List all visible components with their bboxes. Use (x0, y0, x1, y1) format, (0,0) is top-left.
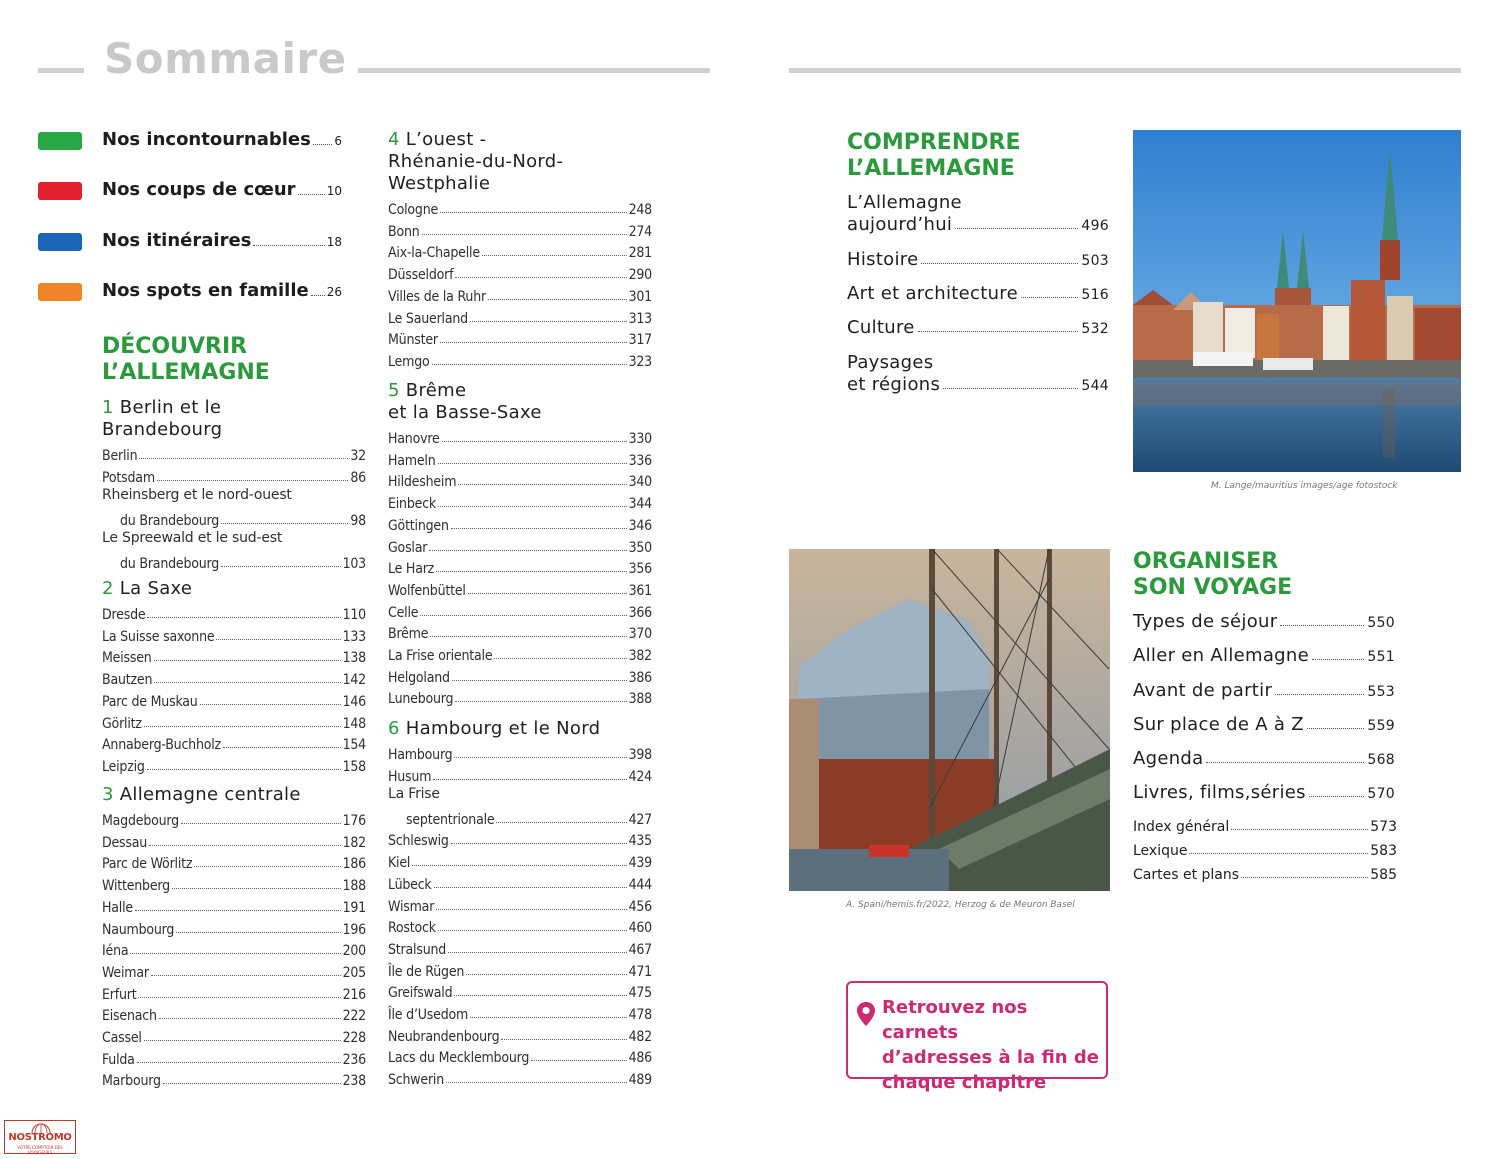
entry-label: Marbourg (102, 1073, 161, 1090)
entry-page: 398 (628, 747, 652, 763)
entry-label: Berlin (102, 448, 138, 464)
entry-page: 186 (342, 856, 366, 873)
entry-label: Sur place de A à Z (1133, 714, 1304, 735)
entry-page: 313 (628, 310, 652, 327)
toc-entry[interactable] (388, 936, 652, 958)
entry-page: 238 (342, 1073, 366, 1090)
entry-page: 344 (628, 496, 652, 513)
entry-label: Potsdam (102, 469, 155, 486)
entry-page: 323 (628, 353, 652, 370)
entry-label: Art et architecture (847, 283, 1018, 304)
toc-entry[interactable] (1133, 782, 1395, 803)
entry-label: Neubrandenbourg (388, 1028, 500, 1045)
entry-page: 551 (1367, 649, 1395, 665)
entry-page: 290 (628, 267, 652, 284)
entry-page: 388 (628, 691, 652, 708)
entry-label: Halle (102, 899, 133, 916)
toc-entry[interactable] (388, 577, 652, 599)
entry-label: Annaberg-Buchholz (102, 737, 221, 754)
entry-label: Münster (388, 332, 438, 349)
entry-label: Hameln (388, 452, 436, 469)
region-heading (102, 578, 192, 600)
toc-entry[interactable] (102, 959, 366, 981)
toc-entry[interactable] (1133, 843, 1397, 859)
entry-page: 148 (342, 715, 366, 732)
toc-entry[interactable] (388, 914, 652, 936)
toc-entry[interactable] (388, 685, 652, 707)
region-title: Hambourg et le Nord (405, 718, 601, 739)
toc-entry[interactable] (388, 664, 652, 686)
toc-entry[interactable] (847, 374, 1109, 395)
region-title: L’ouest - (405, 129, 487, 150)
entry-page: 133 (342, 628, 366, 645)
toc-entry[interactable] (388, 620, 652, 642)
highlight-label: Nos itinéraires (102, 230, 252, 251)
toc-entry[interactable] (388, 827, 652, 849)
entry-label: Wolfenbüttel (388, 582, 466, 599)
toc-entry[interactable] (388, 741, 652, 763)
highlight-page: 10 (326, 184, 342, 198)
entry-label: Aix-la-Chapelle (388, 245, 480, 262)
toc-entry[interactable] (388, 326, 652, 348)
entry-label: Le Spreewald et le sud-est (102, 530, 283, 547)
photo-credit-top: M. Lange/mauritius images/age fotostock (1211, 481, 1398, 491)
toc-entry[interactable] (847, 214, 1109, 235)
highlight-item[interactable] (38, 179, 342, 203)
toc-entry[interactable] (1133, 680, 1395, 701)
entry-page: 274 (628, 223, 652, 240)
entry-label: Greifswald (388, 985, 453, 1002)
toc-entry[interactable] (388, 218, 652, 240)
entry-page: 585 (1370, 867, 1397, 883)
entry-label: Paysages (847, 352, 934, 373)
toc-entry[interactable] (388, 1001, 652, 1023)
toc-entry[interactable] (102, 601, 366, 623)
entry-page: 570 (1367, 786, 1395, 802)
entry-page: 340 (628, 474, 652, 491)
toc-entry[interactable] (847, 283, 1109, 304)
color-tab-green (38, 132, 82, 150)
toc-entry[interactable] (1133, 611, 1395, 632)
color-tab-orange (38, 283, 82, 301)
entry-label: Hambourg (388, 747, 453, 763)
toc-entry[interactable] (102, 666, 366, 688)
entry-label: Leipzig (102, 758, 145, 775)
highlight-label: Nos coups de cœur (102, 179, 296, 200)
section-heading-comprendre: COMPRENDRE L’ALLEMAGNE (847, 130, 1021, 181)
toc-entry[interactable] (388, 555, 652, 577)
toc-entry[interactable] (102, 710, 366, 732)
entry-page: 559 (1367, 718, 1395, 734)
entry-page: 382 (628, 648, 652, 664)
entry-label: Rheinsberg et le nord-ouest (102, 487, 292, 504)
entry-page: 435 (628, 833, 652, 850)
entry-page: 158 (342, 758, 366, 775)
entry-label: Parc de Muskau (102, 693, 198, 710)
entry-label: Magdebourg (102, 813, 179, 829)
entry-label: Île de Rügen (388, 963, 465, 980)
header-rule-left (38, 68, 84, 73)
toc-entry[interactable] (388, 425, 652, 447)
entry-page: 222 (342, 1008, 366, 1025)
highlight-item[interactable] (38, 230, 342, 254)
entry-page: 475 (628, 985, 652, 1002)
entry-page: 191 (342, 899, 366, 916)
entry-label: Bautzen (102, 672, 153, 689)
entry-label: L’Allemagne (847, 192, 962, 213)
entry-label: Livres, films,séries (1133, 782, 1306, 803)
region-number: 6 (388, 718, 400, 739)
toc-entry[interactable] (102, 1002, 366, 1024)
page-title: Sommaire (104, 34, 347, 83)
toc-entry[interactable] (388, 447, 652, 469)
highlight-item[interactable] (38, 280, 342, 304)
toc-entry[interactable] (102, 829, 366, 851)
toc-entry[interactable] (102, 753, 366, 775)
toc-entry[interactable] (102, 731, 366, 753)
toc-entry[interactable] (388, 849, 652, 871)
toc-entry[interactable] (388, 348, 652, 370)
entry-label: Weimar (102, 964, 149, 981)
section-heading-decouvrir: DÉCOUVRIR L’ALLEMAGNE (102, 334, 270, 385)
entry-label: Schleswig (388, 833, 449, 850)
entry-page: 330 (628, 431, 652, 447)
entry-page: 553 (1367, 684, 1395, 700)
entry-page: 568 (1367, 752, 1395, 768)
entry-page: 366 (628, 604, 652, 621)
region-heading (388, 718, 600, 740)
entry-page: 176 (342, 813, 366, 829)
entry-page: 370 (628, 626, 652, 643)
toc-entry[interactable] (388, 893, 652, 915)
entry-label: Cartes et plans (1133, 867, 1240, 883)
entry-page: 361 (628, 582, 652, 599)
entry-page: 346 (628, 517, 652, 534)
toc-entry[interactable] (1133, 867, 1397, 883)
header-rule-middle (358, 68, 710, 73)
entry-label: La Suisse saxonne (102, 628, 215, 645)
entry-page: 467 (628, 941, 652, 958)
toc-entry[interactable] (102, 872, 366, 894)
toc-entry[interactable] (102, 981, 366, 1003)
entry-page: 110 (342, 607, 366, 623)
highlight-page: 18 (326, 235, 342, 249)
entry-label: Aller en Allemagne (1133, 645, 1309, 666)
toc-entry[interactable] (102, 464, 366, 486)
region-heading (102, 784, 301, 806)
entry-label: Naumbourg (102, 921, 175, 938)
entry-page: 236 (342, 1051, 366, 1068)
entry-label: Iéna (102, 943, 129, 960)
highlight-page: 26 (326, 285, 342, 299)
toc-entry[interactable] (102, 442, 366, 464)
entry-label: Le Harz (388, 561, 435, 578)
region-number: 3 (102, 784, 114, 805)
entry-label: Hanovre (388, 431, 440, 447)
toc-entry[interactable] (102, 644, 366, 666)
toc-entry[interactable] (388, 283, 652, 305)
entry-page: 32 (350, 448, 366, 464)
entry-label: Stralsund (388, 941, 447, 958)
entry-page: 496 (1081, 218, 1109, 234)
entry-page: 516 (1081, 287, 1109, 303)
color-tab-blue (38, 233, 82, 251)
entry-label: Brême (388, 626, 429, 643)
entry-page: 205 (342, 964, 366, 981)
entry-page: 103 (342, 555, 366, 572)
addresses-note-box (846, 981, 1108, 1093)
entry-label: Wismar (388, 898, 435, 915)
region-title: Berlin et le (119, 397, 222, 418)
entry-label: Rostock (388, 920, 436, 937)
entry-page: 424 (628, 768, 652, 785)
toc-entry[interactable] (388, 763, 652, 785)
location-pin-icon (856, 1001, 876, 1027)
toc-entry[interactable] (388, 1023, 652, 1045)
entry-label: Görlitz (102, 715, 142, 732)
entry-label: Cassel (102, 1030, 142, 1046)
section-heading-organiser: ORGANISER SON VOYAGE (1133, 549, 1293, 600)
entry-label: Cologne (388, 202, 439, 218)
toc-entry[interactable] (102, 1024, 366, 1046)
toc-entry[interactable] (102, 688, 366, 710)
region-title: La Saxe (119, 578, 193, 599)
entry-label: Types de séjour (1133, 611, 1278, 632)
entry-label: Parc de Wörlitz (102, 856, 193, 873)
toc-entry[interactable] (847, 317, 1109, 338)
toc-entry[interactable] (102, 1046, 366, 1068)
toc-entry[interactable] (102, 850, 366, 872)
color-tab-red (38, 182, 82, 200)
toc-entry[interactable] (388, 196, 652, 218)
toc-entry[interactable] (102, 1067, 366, 1089)
toc-entry[interactable] (102, 916, 366, 938)
entry-label: Dessau (102, 834, 148, 851)
region-title: Allemagne centrale (119, 784, 301, 805)
photo-credit-bottom: A. Spani/hemis.fr/2022, Herzog & de Meuron Basel (846, 900, 1075, 910)
toc-entry[interactable] (388, 490, 652, 512)
region-heading: 4 L’ouest - Rhénanie-du-Nord- Westphalie (388, 129, 564, 194)
highlight-label: Nos incontournables (102, 129, 311, 150)
entry-page: 356 (628, 561, 652, 578)
toc-entry[interactable] (102, 894, 366, 916)
entry-page: 248 (628, 202, 652, 218)
entry-label: Schwerin (388, 1072, 445, 1089)
entry-label: Lunebourg (388, 691, 454, 708)
entry-page: 98 (350, 512, 366, 529)
entry-label: Goslar (388, 539, 428, 556)
entry-label: Dresde (102, 607, 146, 623)
region-number: 5 (388, 380, 400, 401)
entry-label: Index général (1133, 819, 1230, 835)
highlight-label: Nos spots en famille (102, 280, 309, 301)
entry-label: Hildesheim (388, 474, 457, 491)
region-title: Brême (405, 380, 467, 401)
toc-entry[interactable] (388, 1044, 652, 1066)
entry-label: du Brandebourg (120, 555, 220, 572)
entry-label: et régions (847, 374, 941, 395)
entry-label: Fulda (102, 1051, 135, 1068)
entry-label: Lemgo (388, 353, 430, 370)
region-number: 2 (102, 578, 114, 599)
entry-page: 544 (1081, 378, 1109, 394)
entry-label: Le Sauerland (388, 310, 468, 327)
entry-label: Celle (388, 604, 419, 621)
toc-entry[interactable] (388, 512, 652, 534)
entry-page: 482 (628, 1028, 652, 1045)
entry-page: 532 (1081, 321, 1109, 337)
entry-page: 583 (1370, 843, 1397, 859)
entry-label: du Brandebourg (120, 512, 220, 529)
entry-page: 386 (628, 669, 652, 686)
entry-label: Göttingen (388, 517, 449, 534)
entry-label: aujourd’hui (847, 214, 953, 235)
toc-entry[interactable] (388, 979, 652, 1001)
entry-page: 550 (1367, 615, 1395, 631)
toc-entry[interactable] (388, 305, 652, 327)
highlight-page: 6 (334, 134, 342, 148)
entry-label: Kiel (388, 855, 411, 872)
entry-label: Lexique (1133, 843, 1188, 859)
entry-label: Einbeck (388, 496, 437, 513)
toc-entry[interactable] (388, 261, 652, 283)
entry-label: La Frise orientale (388, 648, 493, 664)
entry-page: 489 (628, 1072, 652, 1089)
entry-page: 138 (342, 650, 366, 667)
toc-entry[interactable] (388, 599, 652, 621)
region-number: 4 (388, 129, 400, 150)
entry-page: 471 (628, 963, 652, 980)
toc-entry[interactable] (1133, 819, 1397, 835)
entry-page: 486 (628, 1050, 652, 1067)
entry-page: 317 (628, 332, 652, 349)
entry-page: 228 (342, 1030, 366, 1046)
header-rule-right (789, 68, 1461, 73)
entry-page: 86 (350, 469, 366, 486)
highlight-item[interactable] (38, 129, 342, 153)
entry-page: 439 (628, 855, 652, 872)
toc-entry[interactable] (1133, 714, 1395, 735)
toc-entry[interactable] (1133, 748, 1395, 769)
entry-page: 200 (342, 943, 366, 960)
entry-label: Histoire (847, 249, 919, 270)
toc-entry[interactable] (388, 534, 652, 556)
entry-label: Agenda (1133, 748, 1204, 769)
nostromo-logo: NOSTROMO VOTRE COMPTOIR DES VOYAGEURS (4, 1120, 76, 1154)
entry-page: 460 (628, 920, 652, 937)
entry-label: Meissen (102, 650, 152, 667)
toc-entry[interactable] (1133, 645, 1395, 666)
entry-page: 444 (628, 876, 652, 893)
toc-entry[interactable] (102, 550, 366, 572)
entry-label: Bonn (388, 223, 420, 240)
region-heading: 1 Berlin et le Brandebourg (102, 397, 223, 440)
toc-entry[interactable] (388, 642, 652, 664)
entry-label: Düsseldorf (388, 267, 454, 284)
entry-page: 350 (628, 539, 652, 556)
entry-page: 216 (342, 986, 366, 1003)
entry-page: 182 (342, 834, 366, 851)
entry-label: Wittenberg (102, 878, 170, 895)
entry-label: Husum (388, 768, 432, 785)
toc-entry[interactable] (388, 871, 652, 893)
entry-label: Villes de la Ruhr (388, 288, 486, 305)
photo-lubeck-skyline (1133, 130, 1461, 472)
entry-label: Avant de partir (1133, 680, 1273, 701)
entry-label: Île d’Usedom (388, 1007, 469, 1023)
region-number: 1 (102, 397, 114, 418)
toc-entry[interactable] (102, 807, 366, 829)
entry-page: 573 (1370, 819, 1397, 835)
entry-page: 503 (1081, 253, 1109, 269)
entry-page: 196 (342, 921, 366, 938)
entry-page: 336 (628, 452, 652, 469)
entry-page: 188 (342, 878, 366, 895)
entry-label: La Frise (388, 786, 440, 803)
entry-label: Erfurt (102, 986, 137, 1003)
region-heading: 5 Brême et la Basse-Saxe (388, 380, 542, 423)
entry-page: 281 (628, 245, 652, 262)
toc-entry[interactable] (388, 806, 652, 828)
toc-entry[interactable] (388, 1066, 652, 1088)
entry-page: 142 (342, 672, 366, 689)
addresses-note-text: Retrouvez nos carnets d’adresses à la fin de chaque chapitre (882, 997, 1099, 1093)
entry-page: 478 (628, 1007, 652, 1023)
toc-entry[interactable] (388, 239, 652, 261)
toc-entry[interactable] (388, 468, 652, 490)
toc-entry[interactable] (847, 249, 1109, 270)
entry-page: 427 (628, 811, 652, 828)
toc-entry[interactable] (102, 623, 366, 645)
entry-label: Eisenach (102, 1008, 157, 1025)
entry-label: Culture (847, 317, 915, 338)
entry-label: Helgoland (388, 669, 450, 686)
toc-entry[interactable] (388, 958, 652, 980)
entry-page: 301 (628, 288, 652, 305)
photo-elbphilharmonie-ship (789, 549, 1110, 891)
entry-page: 456 (628, 898, 652, 915)
entry-label: Lacs du Mecklembourg (388, 1050, 530, 1067)
entry-page: 146 (342, 693, 366, 710)
entry-label: septentrionale (406, 811, 495, 828)
entry-label: Lübeck (388, 876, 432, 893)
toc-entry[interactable] (102, 507, 366, 529)
entry-page: 154 (342, 737, 366, 754)
toc-entry[interactable] (102, 937, 366, 959)
